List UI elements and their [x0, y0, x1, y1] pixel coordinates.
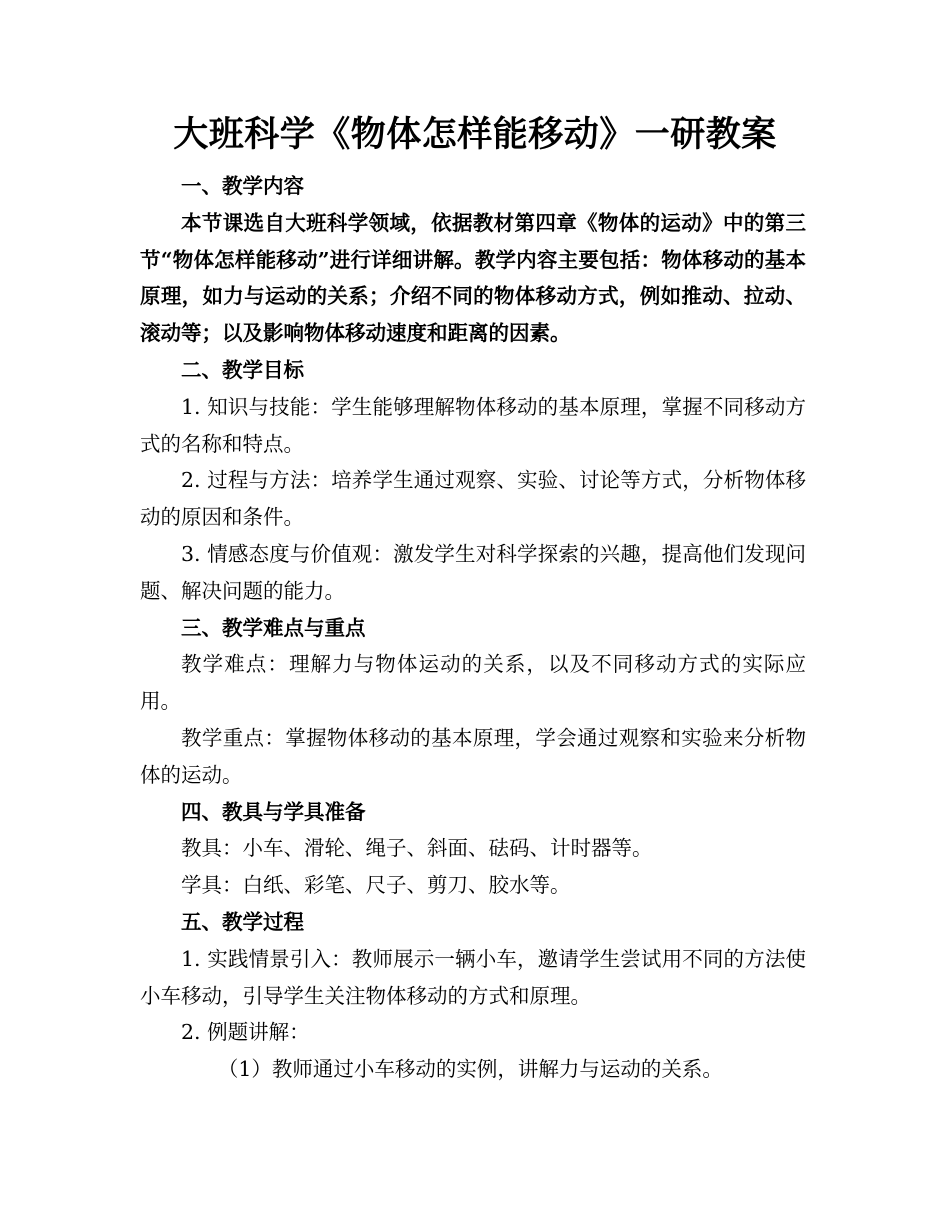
section-heading-objectives: 二、教学目标: [181, 357, 304, 382]
section-heading-difficulties: 三、教学难点与重点: [181, 615, 366, 640]
process-step-intro: 1. 实践情景引入：教师展示一辆小车，邀请学生尝试用不同的方法使小车移动，引导学生关注物体移动的方式和原理。: [140, 946, 806, 1008]
objective-item-knowledge: 1. 知识与技能：学生能够理解物体移动的基本原理，掌握不同移动方式的名称和特点。: [140, 394, 806, 456]
process-step-examples: 2. 例题讲解：: [181, 1020, 310, 1045]
difficulty-paragraph: 教学难点：理解力与物体运动的关系，以及不同移动方式的实际应用。: [140, 652, 806, 714]
section-heading-materials: 四、教具与学具准备: [181, 799, 366, 824]
section-heading-process: 五、教学过程: [181, 909, 304, 934]
section-heading-content: 一、教学内容: [181, 174, 304, 198]
teacher-materials: 教具：小车、滑轮、绳子、斜面、砝码、计时器等。: [181, 836, 653, 861]
document-title: 大班科学《物体怎样能移动》一研教案: [173, 114, 777, 155]
process-substep-1: （1）教师通过小车移动的实例，讲解力与运动的关系。: [217, 1057, 723, 1082]
content-paragraph: 本节课选自大班科学领域，依据教材第四章《物体的运动》中的第三节“物体怎样能移动”进行详细讲解。教学内容主要包括：物体移动的基本原理，如力与运动的关系；介绍不同的物体移动方式，例如推动、拉动、滚动等；以及影响物体移动速度和距离的因素。: [140, 210, 806, 346]
student-materials: 学具：白纸、彩笔、尺子、剪刀、胶水等。: [181, 873, 571, 898]
key-point-paragraph: 教学重点：掌握物体移动的基本原理，学会通过观察和实验来分析物体的运动。: [140, 725, 806, 787]
document-body: [140, 168, 806, 1088]
objective-item-attitude: 3. 情感态度与价值观：激发学生对科学探索的兴趣，提高他们发现问题、解决问题的能力。: [140, 541, 806, 603]
objective-item-process: 2. 过程与方法：培养学生通过观察、实验、讨论等方式，分析物体移动的原因和条件。: [140, 468, 806, 530]
